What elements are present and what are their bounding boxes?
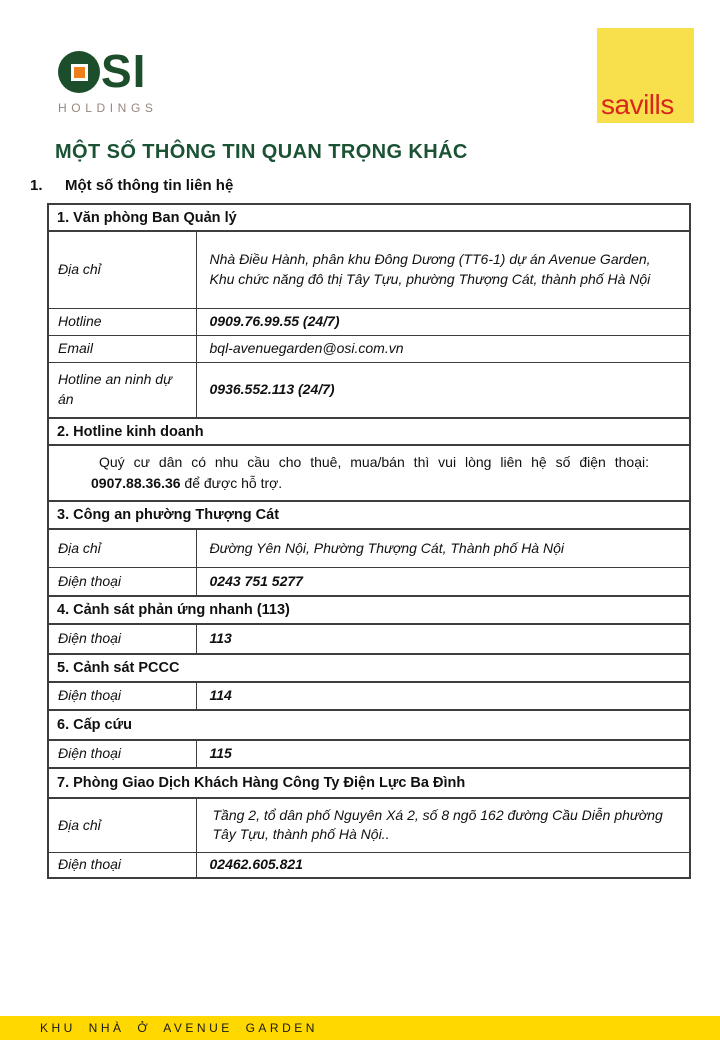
savills-wordmark: savills [601,89,674,120]
osi-holdings-label: HOLDINGS [58,101,158,115]
hotline-kinh-doanh-paragraph [48,445,690,501]
row-label: Điện thoại [48,682,196,710]
row-label: Địa chỉ [48,798,196,852]
table-section-header: 3. Công an phường Thượng Cát [48,501,690,529]
row-value: 0936.552.113 (24/7) [196,362,690,418]
footer-project-name: KHU NHÀ Ở AVENUE GARDEN [40,1021,318,1035]
table-section-header: 5. Cảnh sát PCCC [48,654,690,682]
row-value: 113 [196,624,690,654]
row-label: Email [48,335,196,362]
row-label: Địa chỉ [48,529,196,567]
row-label: Điện thoại [48,740,196,768]
osi-orange-square-icon [74,67,85,78]
table-section-header: 1. Văn phòng Ban Quản lý [48,204,690,231]
row-label: Điện thoại [48,567,196,596]
osi-wordmark [58,45,176,98]
row-label: Điện thoại [48,624,196,654]
row-label: Điện thoại [48,852,196,878]
paragraph-phone: 0907.88.36.36 [91,475,181,491]
table-section-header: 7. Phòng Giao Dịch Khách Hàng Công Ty Điện Lực Ba Đình [48,768,690,798]
table-section-header: 4. Cảnh sát phản ứng nhanh (113) [48,596,690,624]
row-value: 115 [196,740,690,768]
osi-letters: SI [101,45,147,98]
row-value: Tầng 2, tổ dân phố Nguyên Xá 2, số 8 ngõ 162 đường Cầu Diễn phường Tây Tựu, thành phố Hà Nội.. [196,798,690,852]
row-value: 114 [196,682,690,710]
osi-holdings-logo [58,45,176,115]
savills-logo [597,28,694,123]
row-label: Hotline an ninh dự án [48,362,196,418]
row-value: Đường Yên Nội, Phường Thượng Cát, Thành phố Hà Nội [196,529,690,567]
row-value: 02462.605.821 [196,852,690,878]
row-value: bql-avenuegarden@osi.com.vn [196,335,690,362]
table-section-header: 2. Hotline kinh doanh [48,418,690,445]
row-value: 0243 751 5277 [196,567,690,596]
paragraph-before: Quý cư dân có nhu cầu cho thuê, mua/bán thì vui lòng liên hệ số điện thoại: [99,454,649,470]
page-title: MỘT SỐ THÔNG TIN QUAN TRỌNG KHÁC [55,141,468,163]
row-label: Hotline [48,308,196,335]
contact-table [47,203,691,879]
paragraph-after: để được hỗ trợ. [180,475,283,491]
section-heading-number: 1. [30,177,43,194]
section-heading-text: Một số thông tin liên hệ [65,177,234,194]
section-heading [30,177,233,194]
table-section-header: 6. Cấp cứu [48,710,690,740]
row-value: 0909.76.99.55 (24/7) [196,308,690,335]
row-value: Nhà Điều Hành, phân khu Đông Dương (TT6-1) dự án Avenue Garden, Khu chức năng đô thị Tây Tựu, phường Thượng Cát, thành phố Hà Nội [196,231,690,308]
osi-o-inner-square [71,64,88,81]
row-label: Địa chỉ [48,231,196,308]
footer-bar [0,1016,720,1040]
osi-o-circle-icon [58,51,100,93]
